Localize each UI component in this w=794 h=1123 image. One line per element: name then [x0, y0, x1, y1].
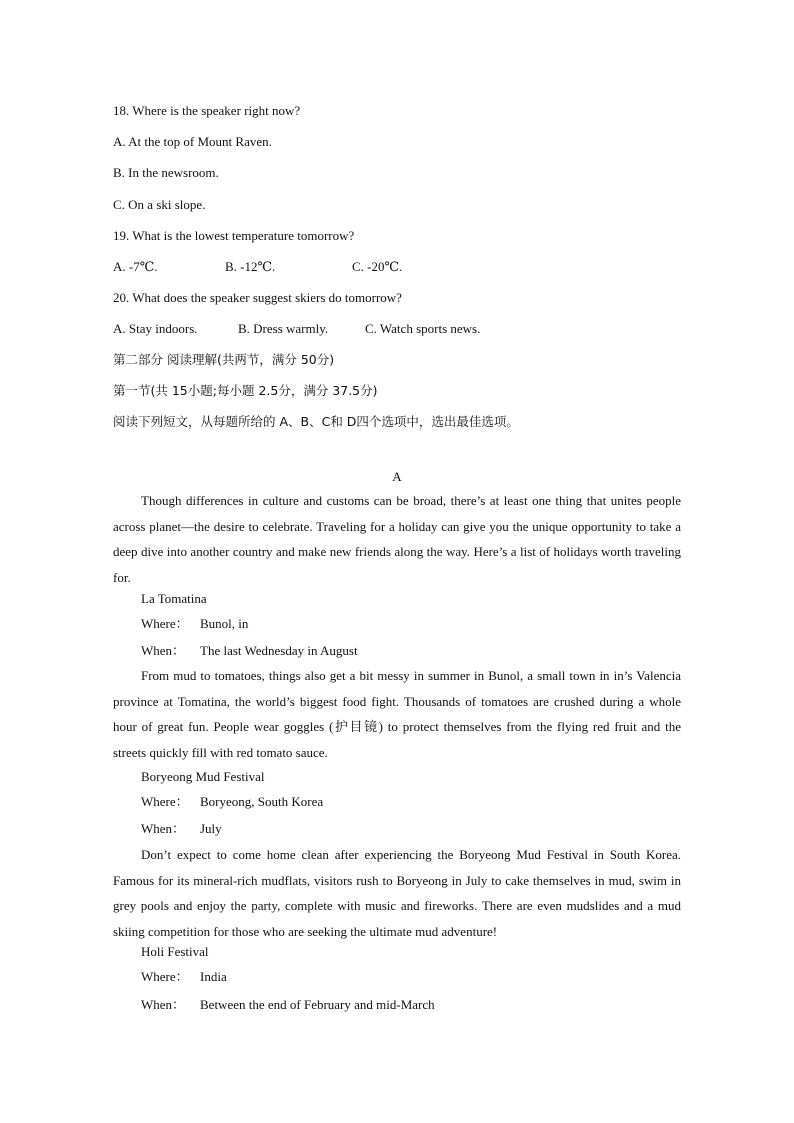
question-19-option-a: A. -7℃. [113, 259, 158, 274]
holiday-name: Boryeong Mud Festival [141, 769, 265, 784]
question-20: 20. What does the speaker suggest skiers do tomorrow? [113, 290, 402, 305]
holiday-where [141, 794, 323, 810]
where-label: Where： [141, 969, 189, 984]
when-value: July [200, 821, 222, 836]
question-18: 18. Where is the speaker right now? [113, 103, 301, 118]
question-18-option-c: C. On a ski slope. [113, 197, 206, 212]
holiday-when [141, 997, 435, 1013]
where-value: Bunol, in [200, 616, 249, 631]
holiday-where [141, 616, 248, 632]
holiday-description: From mud to tomatoes, things also get a bit messy in summer in Bunol, a small town in in’s Valencia province at Tomatina, the world’s biggest food fight. Thousands of tomatoes are crushed during a whole hour of great fun. People wear goggles (护目镜) to protect themselves from the flying red fruit and the streets quickly fill with red tomato sauce. [113, 668, 681, 760]
question-20-option-a: A. Stay indoors. [113, 321, 198, 336]
question-19: 19. What is the lowest temperature tomorrow? [113, 228, 355, 243]
part-title: 第二部分 阅读理解(共两节，满分 50分) [113, 352, 335, 367]
when-value: The last Wednesday in August [200, 643, 358, 658]
question-20-option-b: B. Dress warmly. [238, 321, 329, 336]
holiday-when [141, 821, 222, 837]
question-20-option-c: C. Watch sports news. [365, 321, 481, 336]
section-title: 第一节(共 15小题;每小题 2.5分，满分 37.5分) [113, 383, 378, 398]
holiday-name: La Tomatina [141, 591, 207, 606]
when-value: Between the end of February and mid-March [200, 997, 435, 1012]
passage-label: A [392, 469, 402, 484]
when-label: When： [141, 643, 186, 658]
question-18-option-b: B. In the newsroom. [113, 165, 219, 180]
holiday-where [141, 969, 227, 985]
when-label: When： [141, 821, 186, 836]
holiday-name: Holi Festival [141, 944, 209, 959]
when-label: When： [141, 997, 186, 1012]
question-19-option-c: C. -20℃. [352, 259, 403, 274]
holiday-when [141, 643, 358, 659]
where-label: Where： [141, 794, 189, 809]
where-value: India [200, 969, 227, 984]
question-19-option-b: B. -12℃. [225, 259, 276, 274]
passage-intro: Though differences in culture and customs can be broad, there’s at least one thing that unites people across planet—the desire to celebrate. Traveling for a holiday can give you the unique opportunity to take a deep dive into another country and make new friends along the way. Here’s a list of holidays worth traveling for. [113, 493, 681, 585]
instructions: 阅读下列短文，从每题所给的 A、B、C和 D四个选项中，选出最佳选项。 [113, 414, 519, 429]
where-label: Where： [141, 616, 189, 631]
holiday-description: Don’t expect to come home clean after experiencing the Boryeong Mud Festival in South Korea. Famous for its mineral-rich mudflats, visitors rush to Boryeong in July to cake themselves in mud, swim in grey pools and enjoy the party, complete with music and fireworks. There are even mudslides and a mud skiing competition for those who are seeking the ultimate mud adventure! [113, 847, 681, 939]
where-value: Boryeong, South Korea [200, 794, 324, 809]
question-18-option-a: A. At the top of Mount Raven. [113, 134, 272, 149]
